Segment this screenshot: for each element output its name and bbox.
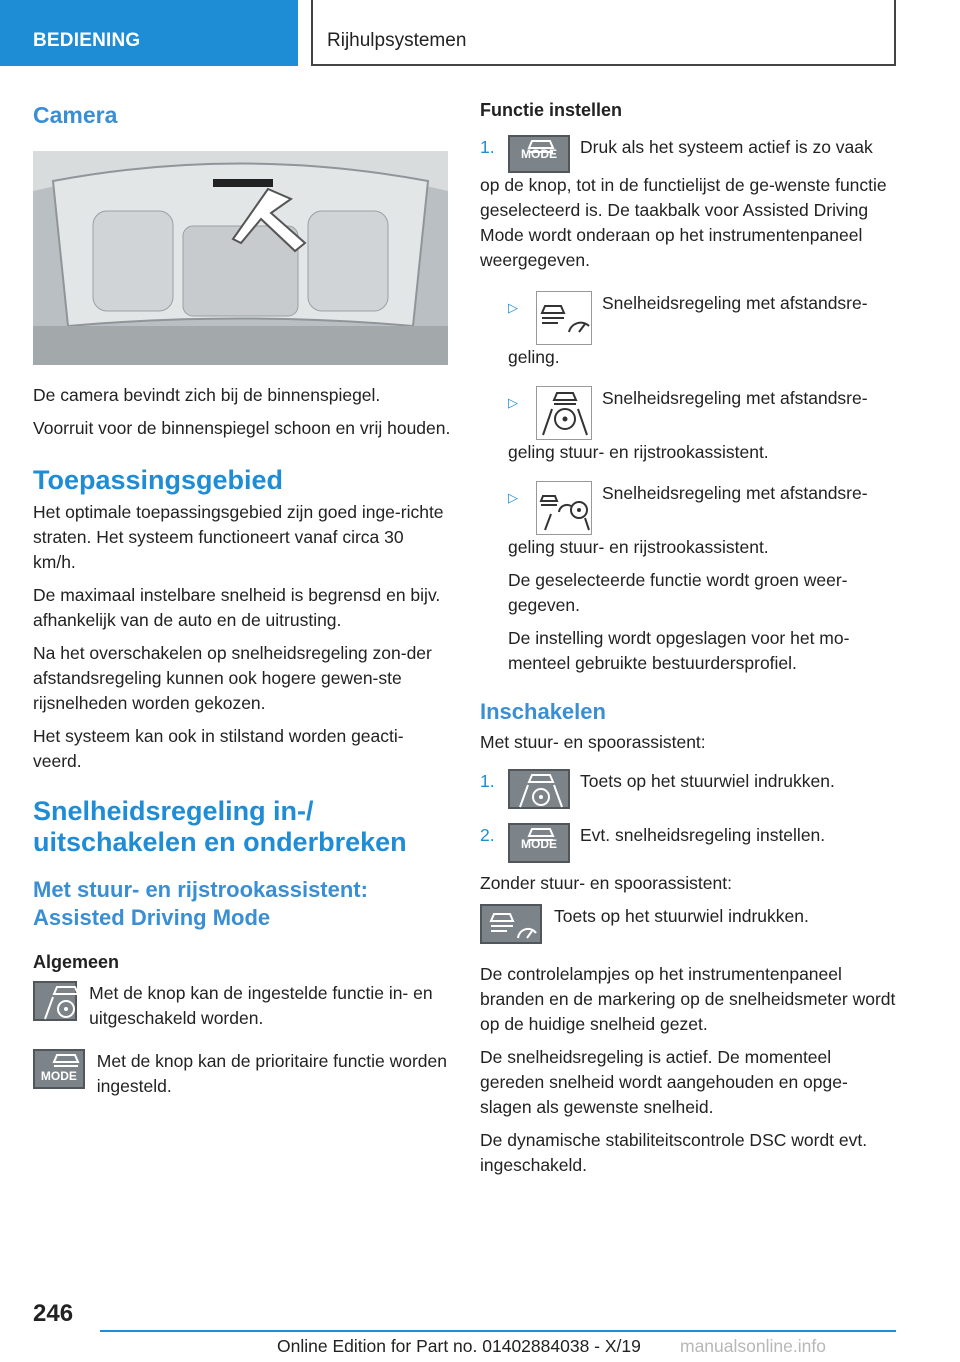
left-column [33, 100, 451, 1117]
steering-assist-button-icon [33, 981, 77, 1021]
steering-assist-button-row [33, 981, 451, 1031]
acc-button-row [480, 904, 896, 944]
acc-button-description: Toets op het stuurwiel indrukken. [554, 906, 809, 926]
snelheid-heading-line-2: uitschakelen en onderbreken [33, 827, 407, 857]
inschakel-step-2-text: Evt. snelheidsregeling instellen. [580, 825, 826, 845]
camera-paragraph-2: Voorruit voor de binnenspiegel schoon en vrij houden. [33, 418, 451, 438]
option-2 [480, 386, 896, 465]
option-3-text: Snelheidsregeling met afstandsre-geling stuur- en rijstrookassistent. [508, 483, 868, 557]
assisted-driving-heading-line-1: Met stuur- en rijstrookassistent: [33, 877, 368, 902]
functie-heading: Functie instellen [480, 100, 623, 120]
option-paragraph-1: De geselecteerde functie wordt groen weer-gegeven. [508, 570, 848, 615]
acc-button-icon [480, 904, 542, 944]
toepassing-paragraph-4: Het systeem kan ook in stilstand worden geacti-veerd. [33, 726, 404, 771]
inschakel-paragraph-a: De controlelampjes op het instrumentenpaneel branden en de markering op de snelheidsmeter wordt op de huidige snelheid gezet. [480, 964, 896, 1034]
acc-steering-lane-combined-icon [536, 481, 592, 535]
triangle-bullet-icon: ▷ [508, 300, 518, 315]
triangle-bullet-icon: ▷ [508, 490, 518, 505]
met-stuur-label: Met stuur- en spoorassistent: [480, 732, 706, 752]
mode-description: Met de knop kan de prioritaire functie worden ingesteld. [96, 1051, 447, 1096]
inschakelen-heading: Inschakelen [480, 699, 606, 724]
mode-button-icon [33, 1049, 85, 1089]
triangle-bullet-icon: ▷ [508, 395, 518, 410]
step-1 [480, 135, 896, 273]
toepassing-paragraph-3: Na het overschakelen op snelheidsregeling zon-der afstandsregeling kunnen ook hogere gewen-ste rijsnelheden worden gekozen. [33, 643, 432, 713]
step-1-number: 1. [480, 137, 495, 157]
snelheid-heading-line-1: Snelheidsregeling in-/ [33, 796, 314, 826]
page-number: 246 [33, 1300, 74, 1327]
header-chapter-tab [311, 0, 896, 66]
inschakel-step-1-text: Toets op het stuurwiel indrukken. [580, 771, 835, 791]
footer-watermark: manualsonline.info [680, 1336, 826, 1356]
option-paragraph-2: De instelling wordt opgeslagen voor het mo-menteel gebruikte bestuurdersprofiel. [508, 628, 850, 673]
inschakel-step-2 [480, 823, 896, 863]
car-interior-illustration [33, 151, 448, 365]
acc-steering-lane-icon [536, 386, 592, 440]
mode-button-icon-step-2 [508, 823, 570, 863]
inschakel-step-1-number: 1. [480, 771, 495, 791]
inschakel-step-1 [480, 769, 896, 809]
camera-paragraph-1: De camera bevindt zich bij de binnenspiegel. [33, 385, 381, 405]
algemeen-heading: Algemeen [33, 952, 120, 972]
mode-label-step-2: MODE [521, 837, 557, 851]
steering-assist-description: Met de knop kan de ingestelde functie in- en uitgeschakeld worden. [89, 983, 433, 1028]
assisted-driving-heading-line-2: Assisted Driving Mode [33, 905, 271, 930]
footer-edition: Online Edition for Part no. 01402884038 - X/19 [277, 1336, 641, 1356]
header-section-tab [0, 0, 298, 66]
steering-assist-button-icon-step [508, 769, 570, 809]
mode-button-icon-step-1 [508, 135, 570, 173]
right-column [480, 100, 896, 1186]
windshield-camera-photo [33, 151, 448, 365]
toepassing-paragraph-1: Het optimale toepassingsgebied zijn goed inge-richte straten. Het systeem functioneert vanaf circa 30 km/h. [33, 502, 444, 572]
toepassing-heading: Toepassingsgebied [33, 465, 284, 495]
camera-heading: Camera [33, 102, 118, 128]
mode-button-row [33, 1049, 451, 1099]
toepassing-paragraph-2: De maximaal instelbare snelheid is begrensd en bijv. afhankelijk van de auto en de uitrusting. [33, 585, 441, 630]
acc-distance-icon [536, 291, 592, 345]
inschakel-paragraph-b: De snelheidsregeling is actief. De momenteel gereden snelheid wordt aangehouden en opge-slagen als gewenste snelheid. [480, 1047, 848, 1117]
mode-label: MODE [40, 1069, 77, 1083]
zonder-stuur-label: Zonder stuur- en spoorassistent: [480, 873, 732, 893]
option-1 [480, 291, 896, 370]
option-1-text: Snelheidsregeling met afstandsre-geling. [508, 293, 868, 367]
footer-divider [100, 1330, 896, 1332]
option-3 [480, 481, 896, 560]
inschakel-paragraph-c: De dynamische stabiliteitscontrole DSC wordt evt. ingeschakeld. [480, 1130, 868, 1175]
inschakel-step-2-number: 2. [480, 825, 495, 845]
mode-label-step-1: MODE [521, 147, 557, 161]
header-section-label: BEDIENING [33, 30, 141, 51]
header-chapter-label: Rijhulpsystemen [327, 30, 467, 51]
step-1-text: Druk als het systeem actief is zo vaak op de knop, tot in de functielijst de ge-wenste functie geselecteerd is. De taakbalk voor Assisted Driving Mode wordt onderaan op het instrumentenpaneel weergegeven. [480, 137, 887, 270]
option-2-text: Snelheidsregeling met afstandsre-geling stuur- en rijstrookassistent. [508, 388, 868, 462]
